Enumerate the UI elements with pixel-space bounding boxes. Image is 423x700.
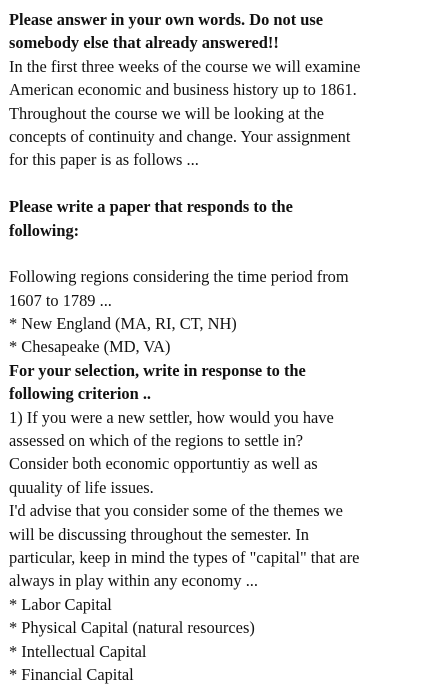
capital-item: * Financial Capital bbox=[9, 664, 134, 684]
paragraph-line: concepts of continuity and change. Your assignment bbox=[9, 126, 351, 146]
paragraph-line: Following regions considering the time period from bbox=[9, 267, 349, 287]
advice-line: always in play within any economy ... bbox=[9, 571, 258, 591]
paragraph-line: 1607 to 1789 ... bbox=[9, 290, 112, 310]
region-item: * New England (MA, RI, CT, NH) bbox=[9, 314, 237, 334]
section-heading: following criterion .. bbox=[9, 384, 152, 404]
capital-item: * Labor Capital bbox=[9, 594, 112, 614]
paragraph-line: American economic and business history up to 1861. bbox=[9, 80, 357, 100]
instruction-line: somebody else that already answered!! bbox=[9, 33, 279, 53]
section-heading: following: bbox=[9, 220, 80, 240]
advice-line: will be discussing throughout the semester. In bbox=[9, 524, 310, 544]
capital-item: * Intellectual Capital bbox=[9, 641, 147, 661]
region-item: * Chesapeake (MD, VA) bbox=[9, 337, 171, 357]
paragraph-line: In the first three weeks of the course we will examine bbox=[9, 56, 361, 76]
question-line: 1) If you were a new settler, how would you have bbox=[9, 407, 334, 427]
advice-line: particular, keep in mind the types of "capital" that are bbox=[9, 547, 360, 567]
section-heading: Please write a paper that responds to the bbox=[9, 197, 293, 217]
question-line: assessed on which of the regions to settle in? bbox=[9, 431, 304, 451]
capital-item: * Physical Capital (natural resources) bbox=[9, 618, 255, 638]
advice-line: I'd advise that you consider some of the themes we bbox=[9, 501, 343, 521]
question-line: quuality of life issues. bbox=[9, 477, 154, 497]
instruction-line: Please answer in your own words. Do not use bbox=[9, 10, 324, 29]
question-line: Consider both economic opportuntiy as well as bbox=[9, 454, 318, 474]
paragraph-line: for this paper is as follows ... bbox=[9, 150, 199, 170]
paragraph-line: Throughout the course we will be looking at the bbox=[9, 103, 324, 123]
blank-line bbox=[9, 172, 415, 195]
section-heading: For your selection, write in response to the bbox=[9, 360, 306, 380]
blank-line bbox=[9, 242, 415, 265]
